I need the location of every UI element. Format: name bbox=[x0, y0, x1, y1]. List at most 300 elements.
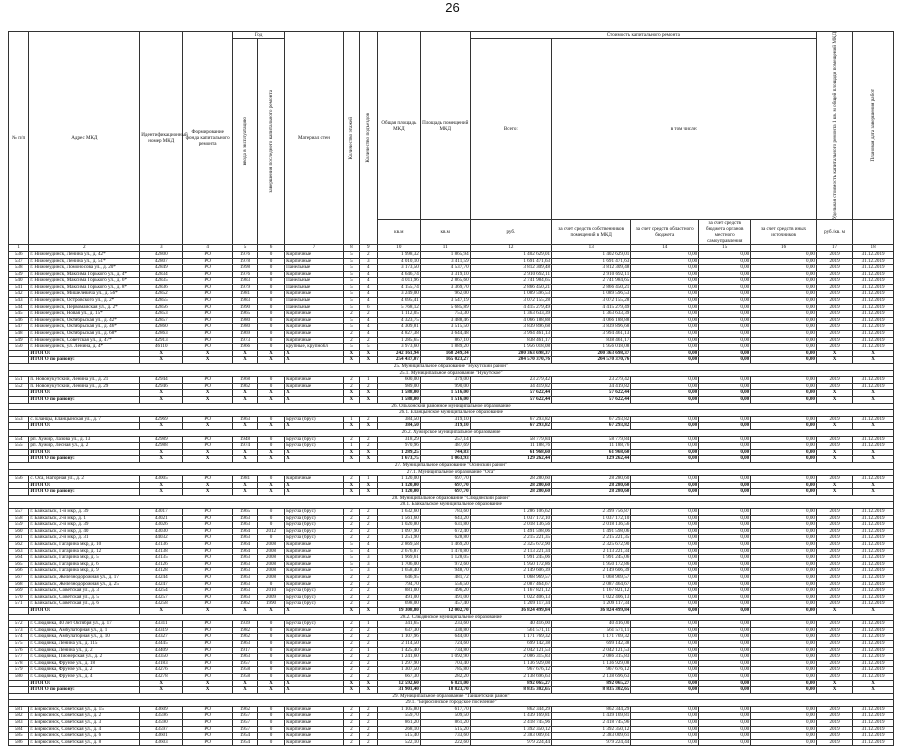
table-cell: 0 bbox=[257, 337, 284, 344]
col-premises-area-header: Площадь помещений МКД bbox=[420, 32, 470, 220]
table-cell: 541 bbox=[9, 284, 29, 291]
table-cell: 5 bbox=[343, 344, 359, 351]
table-cell: 1963 bbox=[233, 594, 258, 601]
table-cell: 40 416,00 bbox=[470, 621, 551, 628]
table-cell: 31.12.2019 bbox=[853, 443, 894, 450]
table-cell: 0,00 bbox=[631, 621, 699, 628]
table-cell: Брусча (брус) bbox=[285, 621, 344, 628]
table-cell: 2019 bbox=[816, 548, 852, 555]
table-cell: Брусча (брус) bbox=[285, 436, 344, 443]
table-cell: X bbox=[343, 680, 359, 687]
table-cell: 31.12.2019 bbox=[853, 654, 894, 661]
table-cell: X bbox=[233, 456, 258, 463]
table-cell: 1964 bbox=[233, 528, 258, 535]
table-cell: 563 bbox=[9, 548, 29, 555]
table-cell: X bbox=[183, 607, 233, 614]
table-cell bbox=[9, 396, 29, 403]
table-cell: г. Байкальск, Гагарина мкр, д. 5 bbox=[29, 555, 140, 562]
table-cell: г. Нижнеудинск, Октябрьская ул., д. 46* bbox=[29, 324, 140, 331]
table-cell: 0,00 bbox=[751, 640, 817, 647]
table-cell: 2 bbox=[343, 476, 359, 483]
table-cell: 967 676,12 bbox=[552, 667, 631, 674]
table-cell: 4 695,41 bbox=[377, 298, 420, 305]
table-cell: Брусча (брус) bbox=[285, 601, 344, 608]
table-row bbox=[9, 713, 894, 720]
table-cell: X bbox=[285, 449, 344, 456]
table-cell: 0,00 bbox=[751, 396, 817, 403]
table-cell: г. Нижнеудинск, Ленина ул., д. 51* bbox=[29, 258, 140, 265]
table-cell: 257,14 bbox=[420, 436, 470, 443]
table-cell: 1973 bbox=[233, 337, 258, 344]
table-row bbox=[9, 555, 894, 562]
table-cell: п. Новонукутский, Ленина ул., д. 29 bbox=[29, 383, 140, 390]
table-cell: 2 bbox=[343, 377, 359, 384]
table-cell: 2019 bbox=[816, 542, 852, 549]
table-cell: 0,00 bbox=[631, 568, 699, 575]
table-cell: 5 bbox=[343, 304, 359, 311]
table-cell: 1 363 633,39 bbox=[552, 311, 631, 318]
table-cell: г. Слюдянка, Амбулаторная ул., д. 1 bbox=[29, 627, 140, 634]
table-cell: 31.12.2019 bbox=[853, 726, 894, 733]
table-cell: 1 998,32 bbox=[377, 251, 420, 258]
table-cell: Панельные bbox=[285, 298, 344, 305]
table-cell: г. Байкальск, Гагарина мкр, д. 10 bbox=[29, 542, 140, 549]
column-number: 10 bbox=[377, 245, 420, 252]
table-cell: 1963 bbox=[233, 654, 258, 661]
table-cell: 2019 bbox=[816, 416, 852, 423]
table-cell: 2 bbox=[343, 509, 359, 516]
table-cell: Брусча (брус) bbox=[285, 522, 344, 529]
table-cell: 0,00 bbox=[751, 568, 817, 575]
table-cell: 200 363 698,37 bbox=[470, 350, 551, 357]
table-cell: 0,00 bbox=[751, 528, 817, 535]
table-cell: 1963 bbox=[233, 561, 258, 568]
table-cell: 43128 bbox=[140, 568, 183, 575]
column-number: 12 bbox=[470, 245, 551, 252]
table-cell: 0,00 bbox=[631, 713, 699, 720]
table-cell: 0,00 bbox=[631, 291, 699, 298]
table-cell: 43609 bbox=[140, 706, 183, 713]
table-cell: 0 bbox=[257, 271, 284, 278]
table-cell: 4 bbox=[359, 324, 377, 331]
table-cell: X bbox=[257, 456, 284, 463]
table-cell: X bbox=[183, 680, 233, 687]
table-cell: 0 bbox=[257, 640, 284, 647]
table-cell: 0,00 bbox=[699, 377, 751, 384]
table-cell: 42857 bbox=[140, 317, 183, 324]
table-cell: 515,40 bbox=[377, 733, 420, 740]
table-cell: 0 bbox=[257, 311, 284, 318]
table-cell: 31.12.2019 bbox=[853, 251, 894, 258]
table-cell: 1998 bbox=[233, 265, 258, 272]
table-cell: 2 bbox=[359, 654, 377, 661]
table-cell: X bbox=[853, 489, 894, 496]
table-cell: 1 089 596,53 bbox=[470, 291, 551, 298]
table-cell: 28 280,60 bbox=[552, 489, 631, 496]
table-cell: X bbox=[140, 456, 183, 463]
table-cell: 5 bbox=[343, 548, 359, 555]
table-cell: 0,00 bbox=[699, 509, 751, 516]
table-cell bbox=[9, 423, 29, 430]
table-cell: 2019 bbox=[816, 667, 852, 674]
table-cell: 1976 bbox=[233, 251, 258, 258]
table-cell: 43254 bbox=[140, 588, 183, 595]
table-cell: 551 bbox=[9, 377, 29, 384]
table-cell: 581 bbox=[9, 706, 29, 713]
table-cell: 0 bbox=[257, 509, 284, 516]
table-cell: Кирпичные bbox=[285, 311, 344, 318]
unit-m2b-header: кв.м bbox=[420, 220, 470, 245]
table-cell: 0,00 bbox=[699, 416, 751, 423]
table-cell: 2 bbox=[359, 535, 377, 542]
table-cell: 2 114,50 bbox=[377, 640, 420, 647]
table-cell: 0 bbox=[257, 265, 284, 272]
table-cell: 2019 bbox=[816, 383, 852, 390]
table-cell: 1 392 350,12 bbox=[470, 726, 551, 733]
table-cell: X bbox=[257, 607, 284, 614]
table-cell: X bbox=[233, 423, 258, 430]
table-cell: 0,00 bbox=[699, 634, 751, 641]
table-cell: 31.12.2019 bbox=[853, 476, 894, 483]
table-cell: X bbox=[359, 390, 377, 397]
table-cell: г. Нижнеудинск, ул. Ленина, д. 4* bbox=[29, 344, 140, 351]
table-cell: Кирпичные bbox=[285, 271, 344, 278]
table-cell: 0,00 bbox=[631, 489, 699, 496]
table-cell: ИТОГО: bbox=[29, 607, 140, 614]
table-cell: 42836 bbox=[140, 284, 183, 291]
table-cell: 556 bbox=[9, 476, 29, 483]
table-row bbox=[9, 621, 894, 628]
table-cell: X bbox=[816, 687, 852, 694]
table-cell: 31.12.2019 bbox=[853, 344, 894, 351]
table-cell: Кирпичные bbox=[285, 654, 344, 661]
table-cell: 4 bbox=[359, 265, 377, 272]
table-cell bbox=[9, 350, 29, 357]
table-cell: 1963 bbox=[233, 515, 258, 522]
table-cell: 861,20 bbox=[420, 720, 470, 727]
table-cell: Кирпичные bbox=[285, 706, 344, 713]
table-cell: г. Бирюсинск, Советская ул., д. 8 bbox=[29, 739, 140, 746]
table-cell: X bbox=[343, 489, 359, 496]
table-cell: 2019 bbox=[816, 634, 852, 641]
table-cell: Кирпичные bbox=[285, 575, 344, 582]
table-cell: 560 bbox=[9, 528, 29, 535]
table-cell: X bbox=[853, 687, 894, 694]
table-cell: РО bbox=[183, 647, 233, 654]
table-cell: 509,50 bbox=[420, 713, 470, 720]
table-cell: 646,95 bbox=[377, 575, 420, 582]
table-cell: 2 bbox=[343, 739, 359, 746]
table-cell: Брусча (брус) bbox=[285, 588, 344, 595]
table-cell: 1 171 769,32 bbox=[470, 634, 551, 641]
table-cell: 1963 bbox=[233, 555, 258, 562]
table-cell: 1 068 969,57 bbox=[552, 575, 631, 582]
table-cell: 0,00 bbox=[699, 350, 751, 357]
table-cell: Кирпичные bbox=[285, 291, 344, 298]
table-cell: 2019 bbox=[816, 331, 852, 338]
section-row bbox=[9, 462, 894, 469]
page-number: 26 bbox=[445, 0, 460, 15]
table-row bbox=[9, 515, 894, 522]
table-cell: 1 037 172,10 bbox=[470, 515, 551, 522]
table-cell: 0,00 bbox=[751, 383, 817, 390]
table-cell: 31.12.2019 bbox=[853, 706, 894, 713]
table-cell: 2019 bbox=[816, 251, 852, 258]
table-cell: 61 968,60 bbox=[552, 449, 631, 456]
table-cell: 0,00 bbox=[699, 304, 751, 311]
table-cell: РО bbox=[183, 291, 233, 298]
table-cell: 1 865,94 bbox=[420, 251, 470, 258]
table-cell: 31.12.2019 bbox=[853, 436, 894, 443]
table-cell: 2 bbox=[343, 588, 359, 595]
table-cell: 1969 bbox=[233, 331, 258, 338]
table-cell: 2019 bbox=[816, 337, 852, 344]
table-cell: 1 691 471,63 bbox=[552, 258, 631, 265]
table-cell: 1980 bbox=[233, 317, 258, 324]
table-cell: 12 002,70 bbox=[420, 607, 470, 614]
table-cell: 892 065,27 bbox=[552, 680, 631, 687]
table-row bbox=[9, 654, 894, 661]
table-cell: 0,00 bbox=[631, 317, 699, 324]
table-cell: 2019 bbox=[816, 271, 852, 278]
table-cell: 0,00 bbox=[699, 423, 751, 430]
table-cell: 644,00 bbox=[420, 634, 470, 641]
table-cell: 2 042 121,53 bbox=[470, 647, 551, 654]
table-cell: X bbox=[257, 489, 284, 496]
table-cell: 0,00 bbox=[699, 337, 751, 344]
table-row bbox=[9, 706, 894, 713]
table-cell: 2008 bbox=[257, 548, 284, 555]
table-cell: 0,00 bbox=[699, 522, 751, 529]
table-cell: 585 bbox=[9, 733, 29, 740]
table-cell: 2 bbox=[343, 436, 359, 443]
table-cell: 1 209 117,34 bbox=[552, 601, 631, 608]
table-cell: 2 325 672,90 bbox=[470, 542, 551, 549]
table-cell: 1 956 018,08 bbox=[552, 344, 631, 351]
table-cell: X bbox=[183, 482, 233, 489]
table-cell: 0,00 bbox=[751, 278, 817, 285]
table-cell: 2019 bbox=[816, 561, 852, 568]
table-cell: 31.12.2019 bbox=[853, 311, 894, 318]
table-cell: 1983 bbox=[233, 278, 258, 285]
table-cell: X bbox=[140, 489, 183, 496]
section-title: 26.2. Хужирское муниципальное образование bbox=[9, 429, 894, 436]
table-cell: 838 461,17 bbox=[552, 337, 631, 344]
table-cell: 2 866 450,21 bbox=[470, 284, 551, 291]
table-cell: 0 bbox=[257, 739, 284, 746]
table-cell: 5 bbox=[343, 298, 359, 305]
table-cell: 31.12.2019 bbox=[853, 258, 894, 265]
table-cell: 0 bbox=[257, 706, 284, 713]
table-cell: 42988 bbox=[140, 443, 183, 450]
table-cell: 972,60 bbox=[420, 561, 470, 568]
table-cell: 34 419,82 bbox=[552, 383, 631, 390]
table-cell: 379,00 bbox=[420, 377, 470, 384]
table-cell: 989,00 bbox=[377, 383, 420, 390]
table-cell: 31.12.2019 bbox=[853, 317, 894, 324]
table-cell: 582 bbox=[9, 713, 29, 720]
table-cell: 0,00 bbox=[699, 667, 751, 674]
table-cell: 0,00 bbox=[699, 660, 751, 667]
table-cell: 557 bbox=[9, 509, 29, 516]
table-cell: 1 128,05 bbox=[420, 555, 470, 562]
table-cell: 31.12.2019 bbox=[853, 331, 894, 338]
table-cell: Кирпичные bbox=[285, 561, 344, 568]
table-cell: 2 bbox=[343, 575, 359, 582]
table-cell: 0,00 bbox=[751, 634, 817, 641]
table-cell: 491,00 bbox=[420, 594, 470, 601]
table-cell: Кирпичные bbox=[285, 383, 344, 390]
table-cell: 31.12.2019 bbox=[853, 377, 894, 384]
table-cell: 2019 bbox=[816, 555, 852, 562]
table-cell: 242 161,94 bbox=[377, 350, 420, 357]
table-cell: X bbox=[183, 396, 233, 403]
table-cell: 1962 bbox=[233, 601, 258, 608]
table-cell: 31.12.2019 bbox=[853, 621, 894, 628]
table-cell: 1 167 821,12 bbox=[470, 588, 551, 595]
col-unit-cost-header: Удельная стоимость капитального ремонта 1 кв. м общей площади помещений МКД bbox=[816, 32, 852, 220]
table-cell: 31.12.2019 bbox=[853, 555, 894, 562]
table-cell: 559 bbox=[9, 522, 29, 529]
table-cell: X bbox=[233, 396, 258, 403]
table-cell: 31.12.2019 bbox=[853, 627, 894, 634]
table-cell: 0,00 bbox=[699, 535, 751, 542]
table-cell: РО bbox=[183, 443, 233, 450]
table-row bbox=[9, 581, 894, 588]
table-cell: 5 bbox=[343, 291, 359, 298]
table-cell: X bbox=[359, 357, 377, 364]
table-cell: 2 bbox=[359, 383, 377, 390]
table-cell: 783,60 bbox=[420, 509, 470, 516]
table-cell: 268,10 bbox=[377, 726, 420, 733]
table-cell: 4 011,96 bbox=[377, 278, 420, 285]
table-cell: 3 644,48 bbox=[420, 331, 470, 338]
column-number: 9 bbox=[359, 245, 377, 252]
table-cell: 0,00 bbox=[631, 304, 699, 311]
table-cell: 0,00 bbox=[751, 535, 817, 542]
table-cell: 1957 bbox=[233, 726, 258, 733]
table-cell: X bbox=[285, 680, 344, 687]
table-cell: 31.12.2019 bbox=[853, 634, 894, 641]
table-cell: 0,00 bbox=[631, 284, 699, 291]
table-cell: РО bbox=[183, 713, 233, 720]
table-cell: 1 020,80 bbox=[377, 522, 420, 529]
table-cell: 0,00 bbox=[751, 515, 817, 522]
table-cell: 0 bbox=[257, 251, 284, 258]
table-cell: г. Бирюсинск, Советская ул., д. 6 bbox=[29, 733, 140, 740]
unit-m2-header: кв.м bbox=[377, 220, 420, 245]
table-cell: 1 037 172,10 bbox=[552, 515, 631, 522]
table-cell: X bbox=[285, 357, 344, 364]
table-cell: 0,00 bbox=[699, 726, 751, 733]
table-cell: 2019 bbox=[816, 733, 852, 740]
table-cell: 43244 bbox=[140, 575, 183, 582]
table-cell: 67 293,82 bbox=[552, 416, 631, 423]
table-cell: 2 bbox=[343, 621, 359, 628]
table-cell: X bbox=[816, 390, 852, 397]
table-cell: 5 bbox=[343, 542, 359, 549]
table-cell: 561 571,11 bbox=[470, 627, 551, 634]
table-cell: 0,00 bbox=[751, 271, 817, 278]
table-cell: 384,50 bbox=[377, 423, 420, 430]
table-cell: 2019 bbox=[816, 278, 852, 285]
table-cell: 36 824 499,84 bbox=[552, 607, 631, 614]
table-cell: 43590 bbox=[140, 720, 183, 727]
table-cell: 0,00 bbox=[699, 515, 751, 522]
table-cell: 67 293,82 bbox=[552, 423, 631, 430]
table-cell: 543 bbox=[9, 298, 29, 305]
col-id-header: Идентификационный номер МКД bbox=[140, 32, 183, 245]
table-cell: 0,00 bbox=[631, 331, 699, 338]
table-cell: 0,00 bbox=[699, 482, 751, 489]
table-cell: X bbox=[140, 396, 183, 403]
table-cell: 1958 bbox=[233, 673, 258, 680]
table-cell: 0,00 bbox=[631, 311, 699, 318]
section-row bbox=[9, 429, 894, 436]
table-cell: 2019 bbox=[816, 720, 852, 727]
table-cell: 0,00 bbox=[699, 673, 751, 680]
table-cell: 0,00 bbox=[631, 733, 699, 740]
table-cell: 222,60 bbox=[420, 739, 470, 746]
table-cell: Кирпичные bbox=[285, 548, 344, 555]
table-cell: 0,00 bbox=[631, 350, 699, 357]
table-cell: 43005 bbox=[140, 476, 183, 483]
table-cell: 537 bbox=[9, 258, 29, 265]
table-cell: Брусча (брус) bbox=[285, 528, 344, 535]
table-cell: 1963 bbox=[233, 416, 258, 423]
table-cell: 1 439 169,81 bbox=[552, 713, 631, 720]
table-cell: Кирпичные bbox=[285, 634, 344, 641]
table-cell: Кирпичные bbox=[285, 627, 344, 634]
table-cell: 0,00 bbox=[631, 581, 699, 588]
table-cell: РО bbox=[183, 601, 233, 608]
table-cell: 0,00 bbox=[631, 377, 699, 384]
table-cell: 5 bbox=[359, 344, 377, 351]
table-cell: 1 469,20 bbox=[420, 542, 470, 549]
table-cell: 2019 bbox=[816, 291, 852, 298]
table-cell: 547 bbox=[9, 324, 29, 331]
table-cell: 2 bbox=[343, 535, 359, 542]
table-cell: 2 bbox=[359, 594, 377, 601]
table-cell: Кирпичные bbox=[285, 377, 344, 384]
table-cell: 4 309,81 bbox=[377, 324, 420, 331]
table-cell: 0,00 bbox=[699, 311, 751, 318]
table-cell: 67 293,82 bbox=[470, 423, 551, 430]
table-row bbox=[9, 443, 894, 450]
table-cell: 31.12.2019 bbox=[853, 528, 894, 535]
table-cell: 1 402 629,01 bbox=[470, 251, 551, 258]
table-cell: РО bbox=[183, 561, 233, 568]
table-cell: 0 bbox=[257, 660, 284, 667]
table-cell: РО bbox=[183, 337, 233, 344]
table-cell: Кирпичные bbox=[285, 476, 344, 483]
table-cell: 672,40 bbox=[420, 528, 470, 535]
table-row bbox=[9, 634, 894, 641]
table-cell: г. Нижнеудинск, Октябрьская ул., д. 42* bbox=[29, 317, 140, 324]
table-cell: 0,00 bbox=[751, 337, 817, 344]
table-cell: 2 042 121,53 bbox=[552, 647, 631, 654]
table-cell: 2 869,58 bbox=[377, 542, 420, 549]
table-cell: 43327 bbox=[140, 634, 183, 641]
table-cell: X bbox=[816, 396, 852, 403]
capital-repair-register-table bbox=[8, 31, 894, 746]
table-cell: X bbox=[343, 687, 359, 694]
table-cell: X bbox=[233, 357, 258, 364]
table-cell: 31.12.2019 bbox=[853, 601, 894, 608]
table-cell: 0,00 bbox=[699, 331, 751, 338]
table-row bbox=[9, 588, 894, 595]
table-cell: 496,20 bbox=[420, 588, 470, 595]
